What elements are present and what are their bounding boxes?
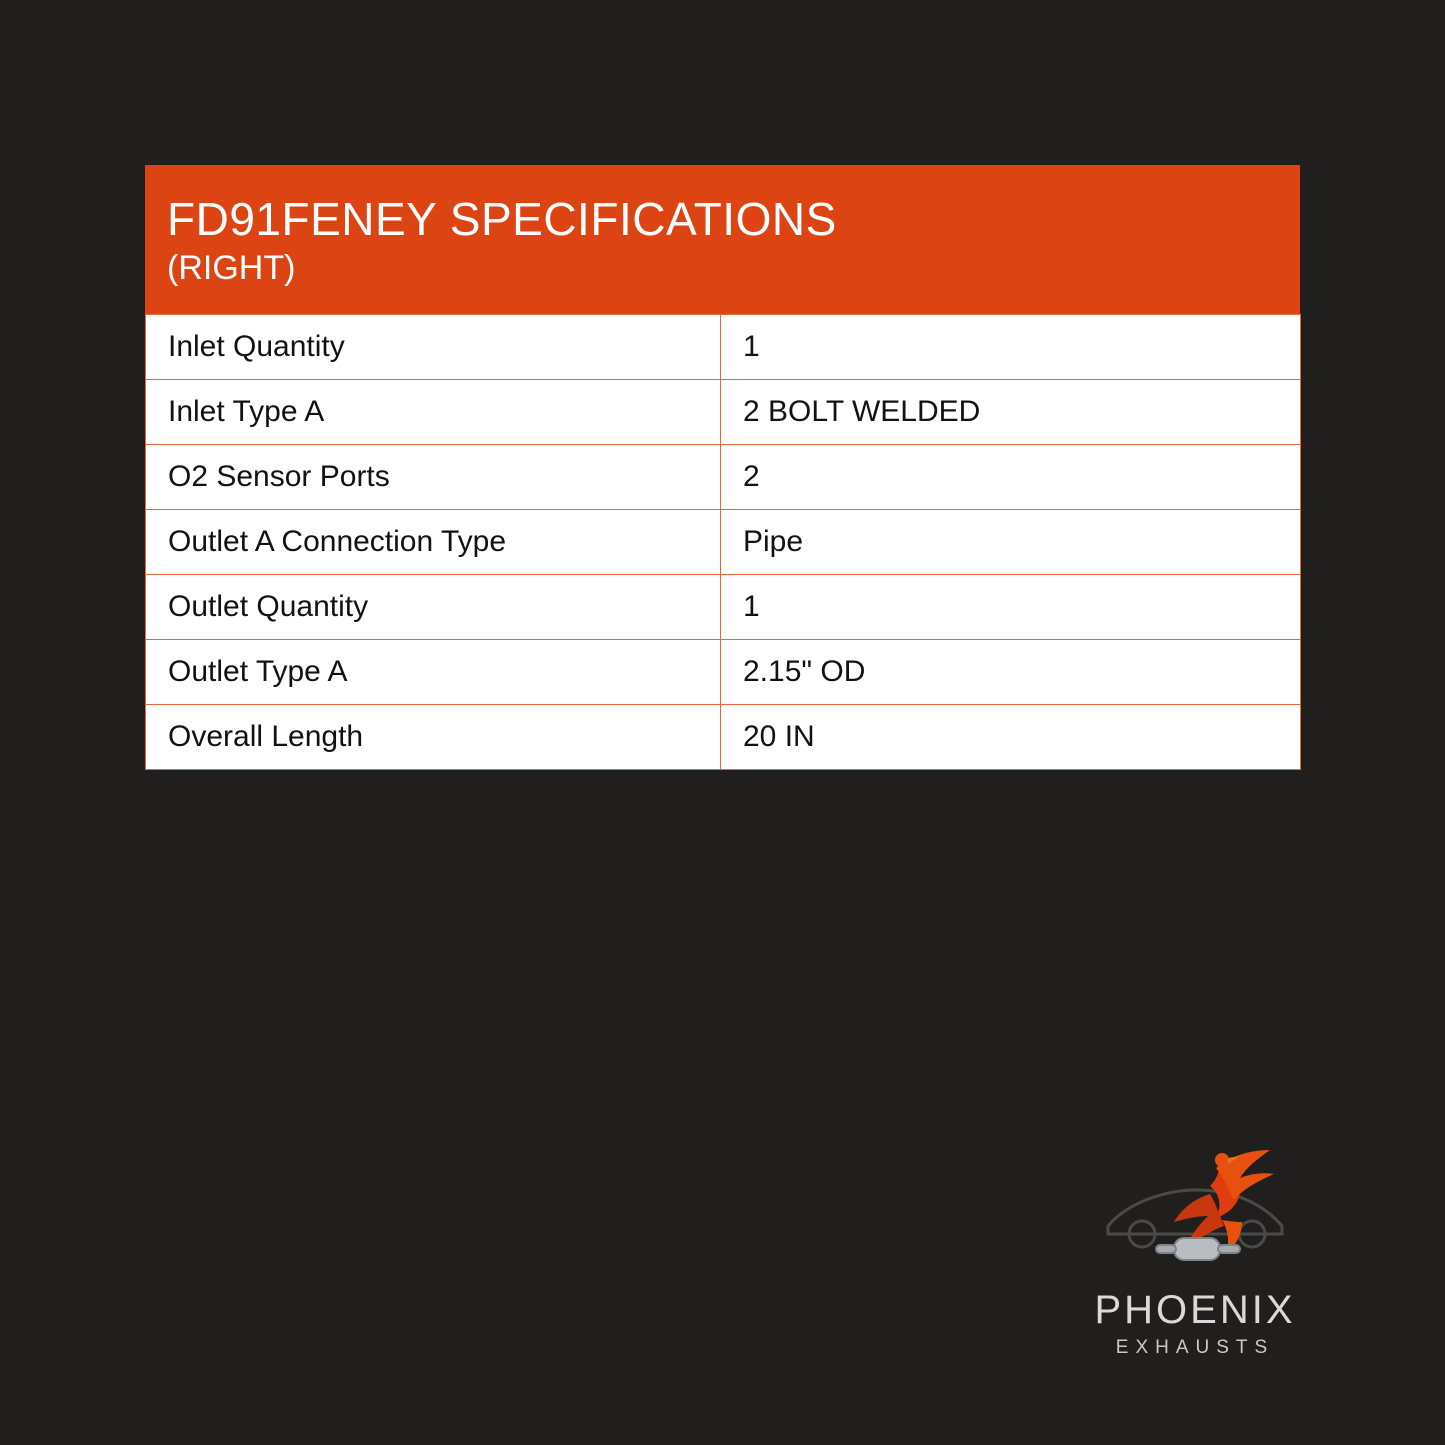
spec-label: Overall Length: [146, 704, 721, 769]
table-row: [146, 444, 1301, 509]
brand-wordmark: PHOENIX: [1094, 1288, 1296, 1332]
spec-value: Pipe: [721, 509, 1301, 574]
spec-label: Outlet Quantity: [146, 574, 721, 639]
table-row: [146, 509, 1301, 574]
spec-value: 20 IN: [721, 704, 1301, 769]
table-row: [146, 704, 1301, 769]
table-row: [146, 574, 1301, 639]
specifications-table: [145, 314, 1301, 770]
spec-value: 2.15" OD: [721, 639, 1301, 704]
spec-value: 2 BOLT WELDED: [721, 379, 1301, 444]
brand-logo: [1045, 1127, 1345, 1357]
page-title: FD91FENEY SPECIFICATIONS: [167, 193, 837, 245]
specifications-header: [145, 165, 1300, 314]
spec-label: Inlet Quantity: [146, 314, 721, 379]
spec-value: 2: [721, 444, 1301, 509]
spec-value: 1: [721, 574, 1301, 639]
page-subtitle: (RIGHT): [167, 249, 296, 288]
spec-label: O2 Sensor Ports: [146, 444, 721, 509]
spec-value: 1: [721, 314, 1301, 379]
phoenix-bird-icon: [1070, 1134, 1320, 1284]
table-row: [146, 379, 1301, 444]
spec-label: Outlet Type A: [146, 639, 721, 704]
spec-label: Outlet A Connection Type: [146, 509, 721, 574]
table-row: [146, 314, 1301, 379]
spec-label: Inlet Type A: [146, 379, 721, 444]
table-row: [146, 639, 1301, 704]
brand-submark: EXHAUSTS: [1115, 1337, 1275, 1358]
specifications-card: [145, 165, 1300, 770]
